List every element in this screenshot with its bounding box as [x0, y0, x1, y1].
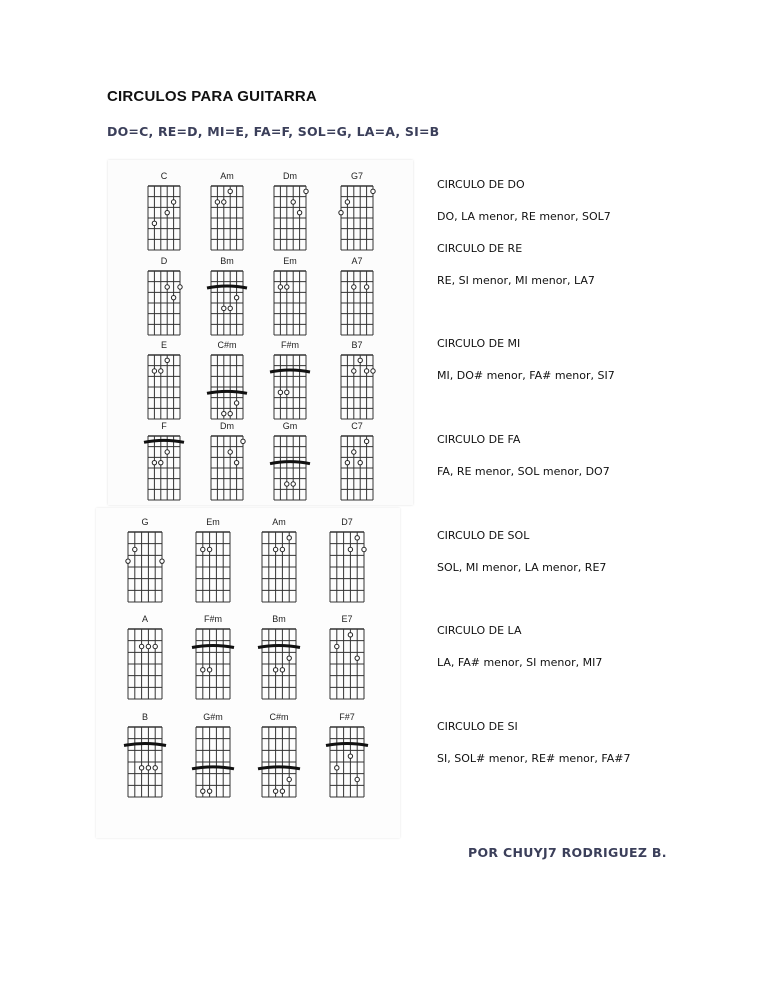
finger-dot — [215, 200, 219, 204]
finger-dot — [348, 754, 352, 758]
chord-diagram — [128, 614, 162, 699]
finger-dot — [371, 369, 375, 373]
finger-dot — [371, 189, 375, 193]
finger-dot — [287, 777, 291, 781]
finger-dot — [228, 411, 232, 415]
finger-dot — [358, 460, 362, 464]
finger-dot — [355, 777, 359, 781]
chord-diagram — [341, 256, 373, 335]
chord-diagram — [144, 421, 184, 500]
circle-chords-fa: FA, RE menor, SOL menor, DO7 — [437, 465, 610, 478]
chord-diagram — [211, 421, 245, 500]
finger-dot — [335, 766, 339, 770]
chord-diagram-panel-bottom — [96, 508, 400, 838]
finger-dot — [352, 450, 356, 454]
chord-diagram — [262, 517, 296, 602]
finger-dot — [133, 547, 137, 551]
chord-diagram — [148, 171, 180, 250]
finger-dot — [152, 369, 156, 373]
finger-dot — [348, 547, 352, 551]
finger-dot — [241, 439, 245, 443]
finger-dot — [291, 200, 295, 204]
chord-diagram — [211, 171, 243, 250]
finger-dot — [234, 460, 238, 464]
author-credit: POR CHUYJ7 RODRIGUEZ B. — [468, 845, 667, 860]
finger-dot — [228, 306, 232, 310]
finger-dot — [291, 482, 295, 486]
finger-dot — [352, 369, 356, 373]
finger-dot — [146, 766, 150, 770]
finger-dot — [273, 547, 277, 551]
finger-dot — [207, 789, 211, 793]
chord-name-label: D7 — [341, 517, 353, 527]
finger-dot — [285, 285, 289, 289]
finger-dot — [139, 766, 143, 770]
chord-diagram — [192, 614, 234, 699]
finger-dot — [345, 200, 349, 204]
finger-dot — [201, 547, 205, 551]
chord-name-label: Bm — [220, 256, 234, 266]
chord-diagram — [148, 340, 180, 419]
finger-dot — [364, 439, 368, 443]
finger-dot — [335, 644, 339, 648]
barre-mark — [192, 767, 234, 769]
finger-dot — [222, 200, 226, 204]
circle-chords-sol: SOL, MI menor, LA menor, RE7 — [437, 561, 607, 574]
finger-dot — [280, 668, 284, 672]
circle-chords-si: SI, SOL# menor, RE# menor, FA#7 — [437, 752, 631, 765]
chord-name-label: F#7 — [339, 712, 355, 722]
chord-name-label: F — [161, 421, 167, 431]
chord-name-label: C7 — [351, 421, 363, 431]
chord-diagram — [196, 517, 230, 602]
finger-dot — [139, 644, 143, 648]
chord-diagram — [207, 340, 247, 419]
finger-dot — [222, 306, 226, 310]
chord-diagram — [339, 171, 375, 250]
chord-diagram — [330, 517, 366, 602]
finger-dot — [348, 633, 352, 637]
chord-name-label: Bm — [272, 614, 286, 624]
finger-dot — [355, 656, 359, 660]
chord-name-label: Am — [272, 517, 286, 527]
finger-dot — [207, 668, 211, 672]
barre-mark — [124, 744, 166, 746]
barre-mark — [326, 744, 368, 746]
finger-dot — [160, 559, 164, 563]
finger-dot — [165, 358, 169, 362]
finger-dot — [207, 547, 211, 551]
chord-diagram-panel-top — [108, 160, 413, 505]
chord-name-label: A7 — [351, 256, 363, 266]
chord-name-label: Gm — [282, 421, 298, 431]
circle-heading-la: CIRCULO DE LA — [437, 624, 522, 637]
finger-dot — [171, 295, 175, 299]
finger-dot — [159, 369, 163, 373]
finger-dot — [287, 536, 291, 540]
chord-diagram — [270, 421, 310, 500]
chord-name-label: C#m — [269, 712, 289, 722]
circle-heading-fa: CIRCULO DE FA — [437, 433, 521, 446]
finger-dot — [228, 189, 232, 193]
finger-dot — [222, 411, 226, 415]
finger-dot — [273, 789, 277, 793]
finger-dot — [146, 644, 150, 648]
chord-diagram — [124, 712, 166, 797]
finger-dot — [297, 210, 301, 214]
chord-name-label: Dm — [220, 421, 234, 431]
finger-dot — [171, 200, 175, 204]
chord-diagram — [126, 517, 164, 602]
barre-mark — [207, 391, 247, 393]
finger-dot — [159, 460, 163, 464]
circle-chords-mi: MI, DO# menor, FA# menor, SI7 — [437, 369, 615, 382]
chord-name-label: E7 — [341, 614, 353, 624]
finger-dot — [278, 285, 282, 289]
chord-diagram — [326, 712, 368, 797]
finger-dot — [126, 559, 130, 563]
finger-dot — [364, 369, 368, 373]
chord-diagram — [207, 256, 247, 335]
chord-name-label: G — [141, 517, 149, 527]
barre-mark — [144, 440, 184, 442]
circle-heading-do: CIRCULO DE DO — [437, 178, 525, 191]
chord-name-label: B7 — [351, 340, 363, 350]
chord-name-label: Em — [206, 517, 220, 527]
chord-name-label: Am — [220, 171, 234, 181]
finger-dot — [165, 285, 169, 289]
chord-diagram — [341, 421, 373, 500]
circle-chords-la: LA, FA# menor, SI menor, MI7 — [437, 656, 603, 669]
chord-diagram — [341, 340, 375, 419]
finger-dot — [178, 285, 182, 289]
chord-diagram — [192, 712, 234, 797]
barre-mark — [192, 646, 234, 648]
circle-heading-mi: CIRCULO DE MI — [437, 337, 521, 350]
finger-dot — [165, 210, 169, 214]
chord-name-label: C#m — [217, 340, 237, 350]
finger-dot — [234, 401, 238, 405]
circle-chords-re: RE, SI menor, MI menor, LA7 — [437, 274, 595, 287]
chord-name-label: F#m — [204, 614, 222, 624]
finger-dot — [287, 656, 291, 660]
note-equivalences: DO=C, RE=D, MI=E, FA=F, SOL=G, LA=A, SI=B — [107, 124, 440, 139]
chord-diagram — [148, 256, 182, 335]
barre-mark — [258, 646, 300, 648]
finger-dot — [152, 460, 156, 464]
circle-heading-re: CIRCULO DE RE — [437, 242, 523, 255]
circle-heading-sol: CIRCULO DE SOL — [437, 529, 530, 542]
finger-dot — [280, 789, 284, 793]
finger-dot — [234, 295, 238, 299]
chord-diagram — [258, 614, 300, 699]
chord-name-label: C — [160, 171, 168, 181]
chord-diagram-grid-bottom — [96, 508, 400, 838]
finger-dot — [278, 390, 282, 394]
chord-name-label: E — [160, 340, 168, 350]
chord-diagram — [270, 340, 310, 419]
chord-diagram — [274, 171, 308, 250]
chord-diagram — [258, 712, 300, 797]
finger-dot — [201, 789, 205, 793]
chord-name-label: B — [141, 712, 149, 722]
finger-dot — [352, 285, 356, 289]
finger-dot — [355, 536, 359, 540]
finger-dot — [153, 644, 157, 648]
chord-name-label: Dm — [283, 171, 297, 181]
finger-dot — [153, 766, 157, 770]
barre-mark — [270, 462, 310, 464]
finger-dot — [285, 482, 289, 486]
finger-dot — [201, 668, 205, 672]
chord-diagram-grid-top — [108, 160, 413, 505]
finger-dot — [273, 668, 277, 672]
chord-name-label: D — [160, 256, 168, 266]
barre-mark — [258, 767, 300, 769]
finger-dot — [339, 210, 343, 214]
chord-name-label: A — [141, 614, 149, 624]
finger-dot — [304, 189, 308, 193]
finger-dot — [285, 390, 289, 394]
finger-dot — [165, 450, 169, 454]
finger-dot — [228, 450, 232, 454]
finger-dot — [364, 285, 368, 289]
finger-dot — [280, 547, 284, 551]
chord-name-label: Em — [283, 256, 297, 266]
chord-name-label: F#m — [281, 340, 299, 350]
barre-mark — [207, 286, 247, 288]
finger-dot — [152, 221, 156, 225]
finger-dot — [358, 358, 362, 362]
circle-chords-do: DO, LA menor, RE menor, SOL7 — [437, 210, 611, 223]
page-title: CIRCULOS PARA GUITARRA — [107, 88, 317, 105]
barre-mark — [270, 370, 310, 372]
chord-diagram — [330, 614, 364, 699]
circle-heading-si: CIRCULO DE SI — [437, 720, 518, 733]
finger-dot — [345, 460, 349, 464]
chord-diagram — [274, 256, 306, 335]
chord-name-label: G#m — [203, 712, 223, 722]
chord-name-label: G7 — [350, 171, 364, 181]
finger-dot — [362, 547, 366, 551]
